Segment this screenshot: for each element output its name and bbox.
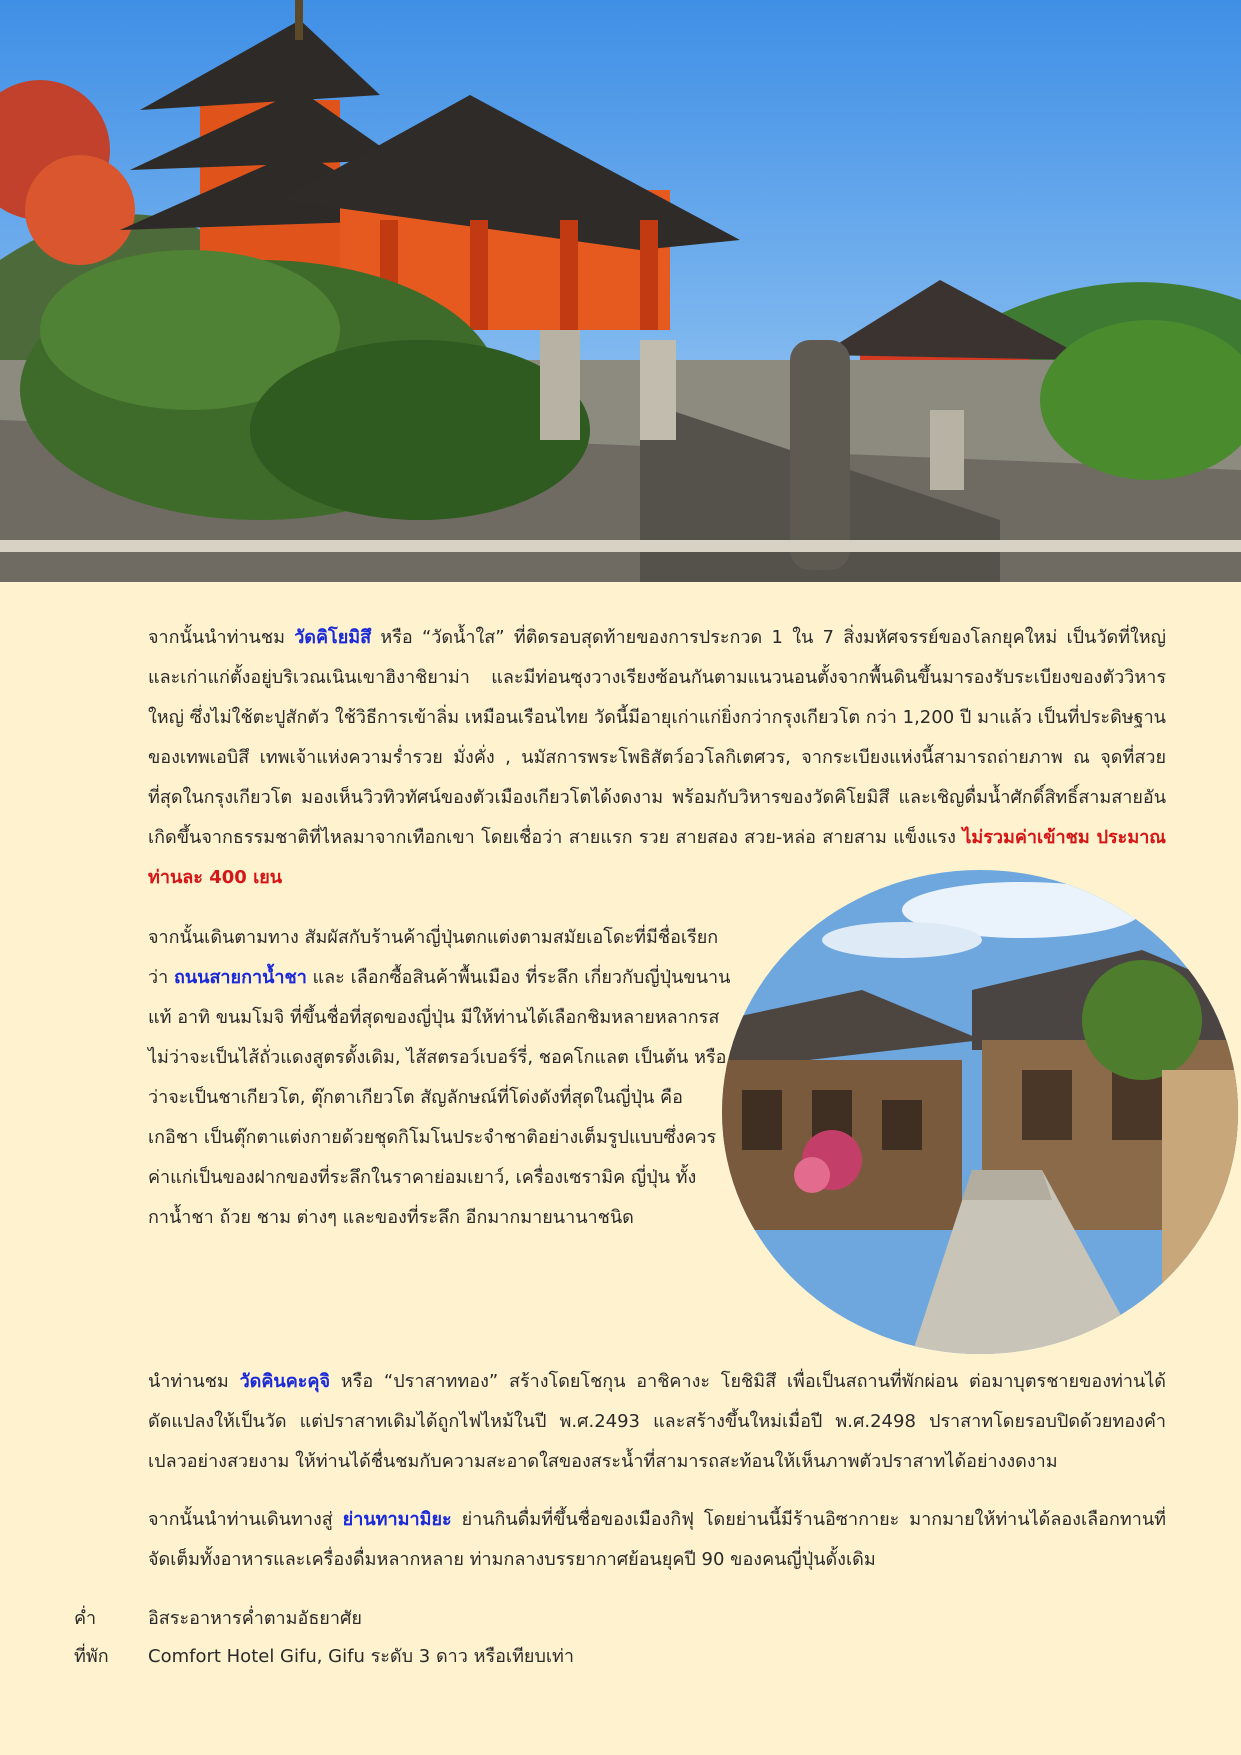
kiyomizu-paragraph	[148, 618, 1166, 898]
dinner-label: ค่ำ	[74, 1608, 97, 1629]
tea-street-paragraph	[148, 918, 733, 1238]
dinner-row	[74, 1605, 362, 1633]
kinkakuji-paragraph	[148, 1362, 1166, 1482]
old-street-illustration	[722, 870, 1238, 1354]
place-name-kinkakuji: วัดคินคะคุจิ	[239, 1371, 331, 1392]
street-photo	[722, 870, 1238, 1354]
place-name-kiyomizu: วัดคิโยมิสึ	[294, 627, 372, 648]
hotel-row	[74, 1643, 574, 1671]
admission-note: ไม่รวมค่าเข้าชม ประมาณท่านละ 400 เยน	[148, 827, 1167, 888]
tamamiya-paragraph	[148, 1500, 1166, 1580]
place-name-tamamiya: ย่านทามามิยะ	[342, 1509, 452, 1530]
dinner-value: อิสระอาหารค่ำตามอัธยาศัย	[148, 1608, 362, 1629]
temple-illustration	[0, 0, 1241, 582]
paragraph-intro: จากนั้นเดินตามทาง สัมผัสกับร้านค้าญี่ปุ่นตกแต่งตามสมัยเอโดะที่มีชื่อเรียกว่า	[148, 927, 719, 988]
paragraph-body: ย่านกินดื่มที่ขึ้นชื่อของเมืองกิฟุ โดยย่านนี้มีร้านอิซากายะ มากมายให้ท่านได้ลองเลือกทานที่จัดเต็มทั้งอาหารและเครื่องดื่มหลากหลาย ท่ามกลางบรรยากาศย้อนยุคปี 90 ของคนญี่ปุ่นดั้งเดิม	[148, 1509, 1166, 1570]
hotel-value: Comfort Hotel Gifu, Gifu ระดับ 3 ดาว หรือเทียบเท่า	[148, 1646, 575, 1667]
paragraph-intro: นำท่านชม	[148, 1371, 240, 1392]
hotel-label: ที่พัก	[74, 1646, 109, 1667]
hero-image	[0, 0, 1241, 582]
place-name-tea-street: ถนนสายกาน้ำชา	[173, 967, 307, 988]
paragraph-intro: จากนั้นนำท่านเดินทางสู่	[148, 1509, 343, 1530]
paragraph-body: หรือ “ปราสาททอง” สร้างโดยโชกุน อาชิคางะ โยชิมิสึ เพื่อเป็นสถานที่พักผ่อน ต่อมาบุตรชายของท่านได้ดัดแปลงให้เป็นวัด แต่ปราสาทเดิมได้ถูกไฟไหม้ในปี พ.ศ.2493 และสร้างขึ้นใหม่เมื่อปี พ.ศ.2498 ปราสาทโดยรอบปิดด้วยทองคำเปลวอย่างสวยงาม ให้ท่านได้ชื่นชมกับความสะอาดใสของสระน้ำที่สามารถสะท้อนให้เห็นภาพตัวปราสาทได้อย่างงดงาม	[148, 1371, 1166, 1472]
paragraph-body: หรือ “วัดน้ำใส” ที่ติดรอบสุดท้ายของการประกวด 1 ใน 7 สิ่งมหัศจรรย์ของโลกยุคใหม่ เป็นวัดที่ใหญ่และเก่าแก่ตั้งอยู่บริเวณเนินเขาฮิงาชิยาม่า และมีท่อนซุงวางเรียงซ้อนกันตามแนวนอนตั้งจากพื้นดินขึ้นมารองรับระเบียงของตัววิหารใหญ่ ซึ่งไม่ใช้ตะปูสักตัว ใช้วิธีการเข้าลิ่ม เหมือนเรือนไทย วัดนี้มีอายุเก่าแก่ยิ่งกว่ากรุงเกียวโต กว่า 1,200 ปี มาแล้ว เป็นที่ประดิษฐานของเทพเอบิสึ เทพเจ้าแห่งความร่ำรวย มั่งคั่ง , นมัสการพระโพธิสัตว์อวโลกิเตศวร, จากระเบียงแห่งนี้สามารถถ่ายภาพ ณ จุดที่สวยที่สุดในกรุงเกียวโต มองเห็นวิวทิวทัศน์ของตัวเมืองเกียวโตได้งดงาม พร้อมกับวิหารของวัดคิโยมิสึ และเชิญดื่มน้ำศักดิ์สิทธิ์สามสายอันเกิดขึ้นจากธรรมชาติที่ไหลมาจากเทือกเขา โดยเชื่อว่า สายแรก รวย สายสอง สวย-หล่อ สายสาม แข็งแรง	[148, 627, 1167, 848]
paragraph-body: และ เลือกซื้อสินค้าพื้นเมือง ที่ระลึก เกี่ยวกับญี่ปุ่นขนานแท้ อาทิ ขนมโมจิ ที่ขึ้นชื่อที่สุดของญี่ปุ่น มีให้ท่านได้เลือกชิมหลายหลากรส ไม่ว่าจะเป็นไส้ถั่วแดงสูตรดั้งเดิม, ไส้สตรอว์เบอร์รี่, ชอคโกแลต เป็นต้น หรือว่าจะเป็นชาเกียวโต, ตุ๊กตาเกียวโต สัญลักษณ์ที่โด่งดังที่สุดในญี่ปุ่น คือ เกอิชา เป็นตุ๊กตาแต่งกายด้วยชุดกิโมโนประจำชาติอย่างเต็มรูปแบบซึ่งควรค่าแก่เป็นของฝากของที่ระลึกในราคาย่อมเยาว์, เครื่องเซรามิค ญี่ปุ่น ทั้งกาน้ำชา ถ้วย ชาม ต่างๆ และของที่ระลึก อีกมากมายนานาชนิด	[148, 967, 731, 1228]
paragraph-intro: จากนั้นนำท่านชม	[148, 627, 295, 648]
